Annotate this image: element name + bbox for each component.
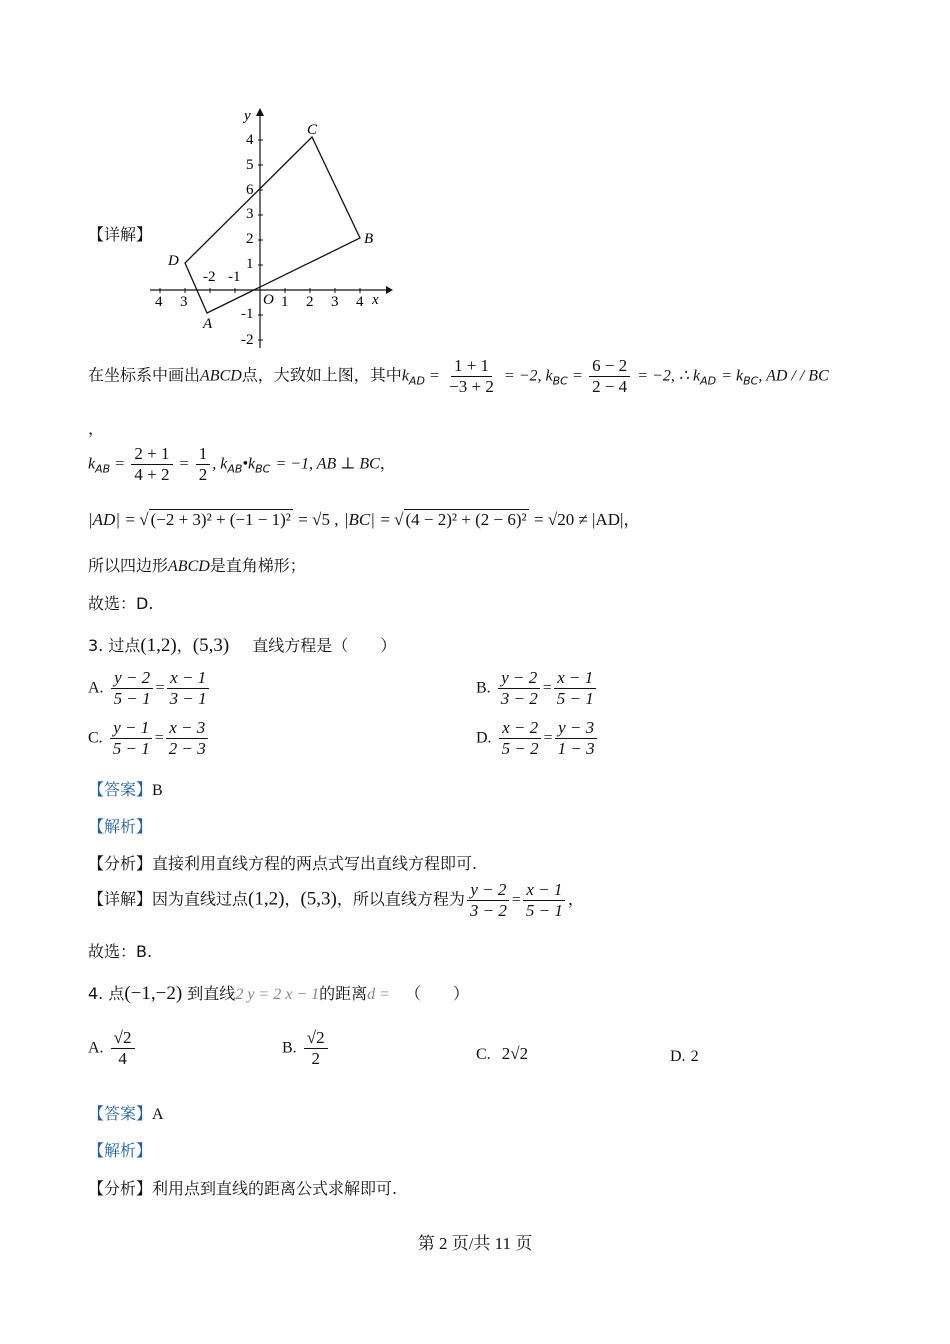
option-4b[interactable]: B. $\frac{√2}{2}$ (282, 1028, 330, 1068)
option-4d[interactable]: D. 2 (670, 1048, 699, 1065)
vertex-d: D (168, 253, 179, 269)
origin-label: O (263, 292, 274, 308)
question-4-stem: 4. 点(−1,−2) 到直线2 y = 2 x − 1的距离d = （ ） (88, 983, 470, 1004)
option-4c[interactable]: C. 2√2 (476, 1044, 529, 1063)
answer-4: 【答案】A (88, 1104, 164, 1123)
analysis-tag-4: 【解析】 (88, 1141, 153, 1160)
option-3a[interactable]: A. $\frac{y - 2}{5 - 1}$ = $\frac{x - 1}{3 - 1}$ (88, 668, 212, 708)
paragraph-conclusion: 所以四边形ABCD是直角梯形； (88, 556, 306, 575)
detail-label: 【详解】 (88, 225, 153, 244)
x-axis-label: x (372, 292, 379, 308)
x-tick: 3 (180, 294, 188, 310)
option-3c[interactable]: C. $\frac{y - 1}{5 - 1}$ = $\frac{x - 3}{2 - 3}$ (88, 718, 211, 758)
comma-line: ， (88, 419, 105, 438)
choose-d: 故选：D. (88, 594, 154, 613)
y-axis-label: y (244, 108, 251, 124)
paragraph-lengths: |AD| = √ (−2 + 3)² + (−1 − 1)² = √5 , |BC| = √ (4 − 2)² + (2 − 6)² = √20 ≠ |AD|， (88, 510, 641, 530)
paragraph-slopes-1: 在坐标系中画出ABCD点，大致如上图，其中$k_{AD}$ = $\frac{1 + 1}{-3 + 2}$ = −2, $k_{BC}$ = $\frac{6 - 2}{2 - 4}$ = −2, ∴ $k_{AD} = k_{BC}$, AD / / BC (88, 356, 829, 396)
coordinate-figure (148, 104, 393, 352)
vertex-c: C (307, 122, 318, 138)
x-tick: -1 (228, 269, 241, 285)
x-tick: 4 (155, 294, 163, 310)
analysis-tag-3: 【解析】 (88, 817, 153, 836)
y-tick: -1 (241, 306, 254, 322)
y-tick: 2 (246, 231, 254, 247)
x-tick: 3 (331, 294, 339, 310)
answer-3: 【答案】B (88, 780, 163, 799)
y-tick-labels (241, 132, 254, 348)
detail-3: 【详解】因为直线过点(1,2)，(5,3)，所以直线方程为 $\frac{y - 2}{3 - 2}$ = $\frac{x - 1}{5 - 1}$ ， (88, 880, 584, 920)
option-4a[interactable]: A. $\frac{√2}{4}$ (88, 1028, 137, 1068)
y-tick: 3 (246, 206, 254, 222)
option-3d[interactable]: D. $\frac{x - 2}{5 - 2}$ = $\frac{y - 3}{1 - 3}$ (476, 718, 600, 758)
vertex-b: B (364, 231, 374, 247)
x-axis-arrow (386, 286, 393, 294)
y-tick: 6 (246, 182, 254, 198)
question-3-stem: 3. 过点(1,2)，(5,3) 直线方程是（ ） (88, 635, 397, 656)
y-tick: 5 (246, 157, 254, 173)
y-axis-arrow (256, 108, 264, 116)
x-tick: -2 (203, 269, 216, 285)
quadrilateral-abcd (185, 137, 360, 313)
y-tick: -2 (241, 332, 254, 348)
paragraph-slopes-2: $k_{AB}$ = $\frac{2 + 1}{4 + 2}$ = $\frac{1}{2}$ , $k_{AB}•k_{BC} = -1$, AB ⊥ BC， (88, 444, 396, 484)
x-tick: 1 (281, 294, 289, 310)
fenxi-4: 【分析】利用点到直线的距离公式求解即可. (88, 1179, 398, 1198)
choose-b: 故选：B. (88, 942, 153, 961)
x-tick: 2 (306, 294, 314, 310)
x-tick: 4 (356, 294, 364, 310)
vertex-a: A (203, 316, 213, 332)
fenxi-3: 【分析】直接利用直线方程的两点式写出直线方程即可. (88, 854, 478, 873)
y-tick: 1 (246, 256, 254, 272)
page-footer: 第 2 页/共 11 页 (417, 1234, 533, 1253)
option-3b[interactable]: B. $\frac{y - 2}{3 - 2}$ = $\frac{x - 1}{5 - 1}$ (476, 668, 599, 708)
y-tick: 4 (246, 132, 254, 148)
